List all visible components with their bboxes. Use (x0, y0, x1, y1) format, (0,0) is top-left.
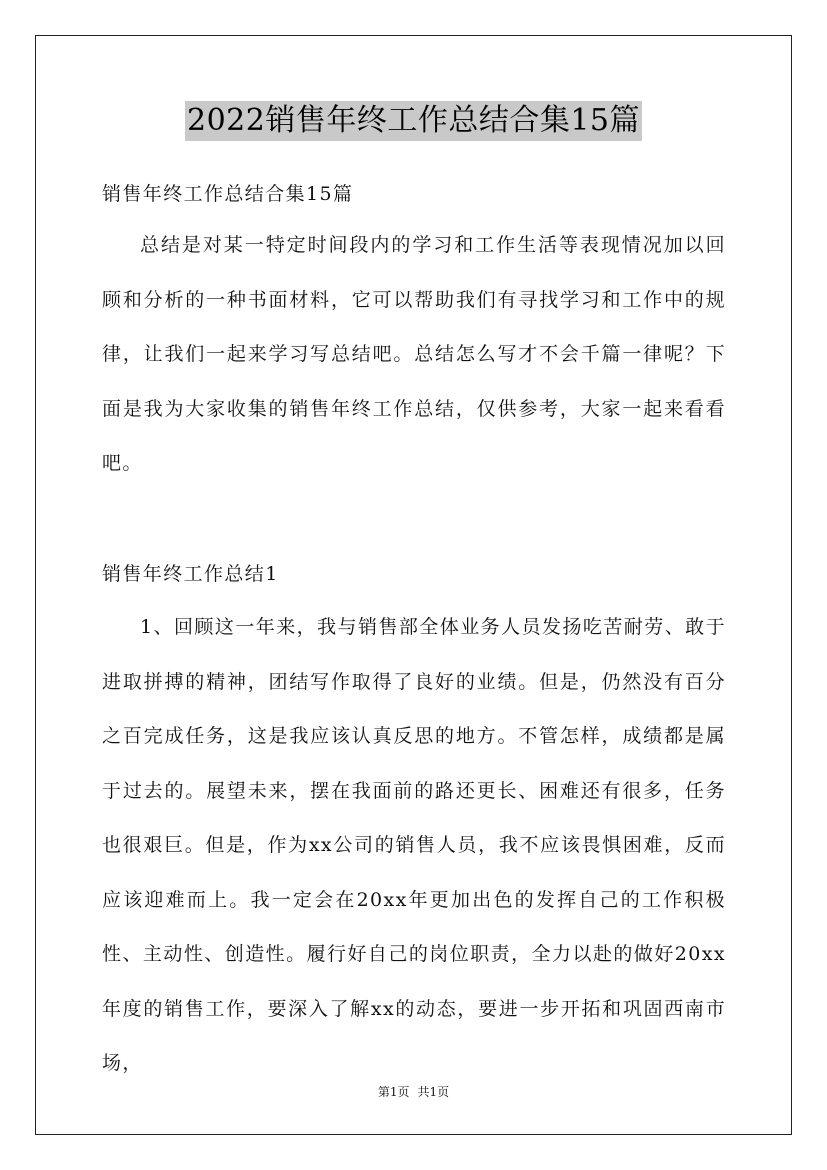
page-number-current: 第1页 (377, 1085, 410, 1099)
page-footer (0, 1084, 827, 1100)
document-subtitle: 销售年终工作总结合集15篇 (102, 183, 354, 205)
document-title: 2022销售年终工作总结合集15篇 (185, 101, 642, 141)
intro-paragraph: 总结是对某一特定时间段内的学习和工作生活等表现情况加以回顾和分析的一种书面材料，它可以帮助我们有寻找学习和工作中的规律，让我们一起来学习写总结吧。总结怎么写才不会千篇一律呢？下面是我为大家收集的销售年终工作总结，仅供参考，大家一起来看看吧。 (102, 234, 726, 474)
section-heading: 销售年终工作总结1 (102, 563, 279, 585)
document-title-container (0, 101, 827, 141)
page-number-total: 共1页 (417, 1085, 450, 1099)
section-paragraph: 1、回顾这一年来，我与销售部全体业务人员发扬吃苦耐劳、敢于进取拼搏的精神，团结写作取得了良好的业绩。但是，仍然没有百分之百完成任务，这是我应该认真反思的地方。不管怎样，成绩都是属于过去的。展望未来，摆在我面前的路还更长、困难还有很多，任务也很艰巨。但是，作为xx公司的销售人员，我不应该畏惧困难，反而应该迎难而上。我一定会在20xx年更加出色的发挥自己的工作积极性、主动性、创造性。履行好自己的岗位职责，全力以赴的做好20xx年度的销售工作，要深入了解xx的动态，要进一步开拓和巩固西南市场， (102, 616, 726, 1074)
